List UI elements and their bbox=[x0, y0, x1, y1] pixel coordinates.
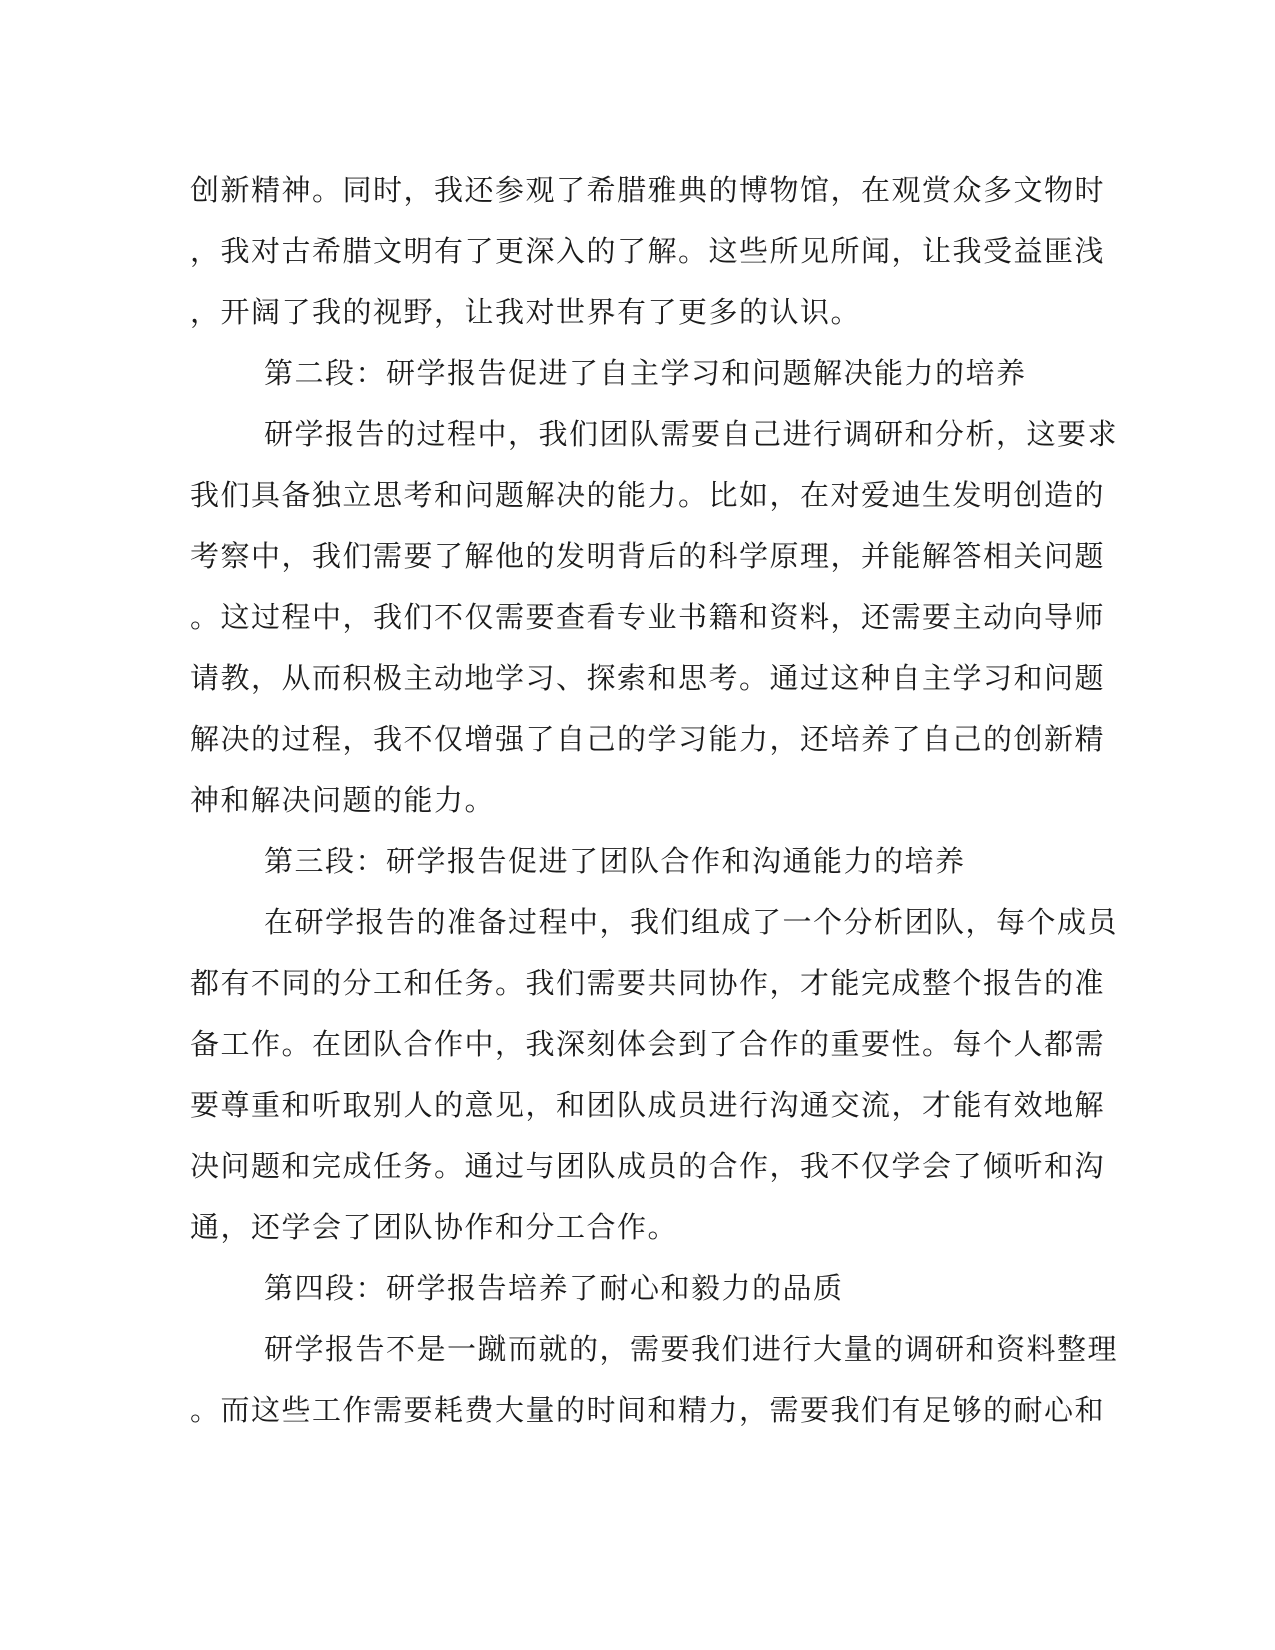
text-line: 备工作。在团队合作中，我深刻体会到了合作的重要性。每个人都需 bbox=[190, 1027, 1106, 1061]
text-line: 我们具备独立思考和问题解决的能力。比如，在对爱迪生发明创造的 bbox=[190, 478, 1106, 512]
text-line: ，开阔了我的视野，让我对世界有了更多的认识。 bbox=[190, 295, 862, 329]
text-line: 请教，从而积极主动地学习、探索和思考。通过这种自主学习和问题 bbox=[190, 661, 1106, 695]
section-heading: 第四段：研学报告培养了耐心和毅力的品质 bbox=[264, 1271, 844, 1305]
text-line: 决问题和完成任务。通过与团队成员的合作，我不仅学会了倾听和沟 bbox=[190, 1149, 1106, 1183]
text-line: 创新精神。同时，我还参观了希腊雅典的博物馆，在观赏众多文物时 bbox=[190, 173, 1106, 207]
text-line: 。而这些工作需要耗费大量的时间和精力，需要我们有足够的耐心和 bbox=[190, 1393, 1106, 1427]
document-body bbox=[190, 160, 1119, 1441]
text-line: 。这过程中，我们不仅需要查看专业书籍和资料，还需要主动向导师 bbox=[190, 600, 1106, 634]
text-line: 通，还学会了团队协作和分工合作。 bbox=[190, 1210, 679, 1244]
text-line: ，我对古希腊文明有了更深入的了解。这些所见所闻，让我受益匪浅 bbox=[190, 234, 1106, 268]
text-line: 解决的过程，我不仅增强了自己的学习能力，还培养了自己的创新精 bbox=[190, 722, 1106, 756]
text-line: 研学报告不是一蹴而就的，需要我们进行大量的调研和资料整理 bbox=[264, 1332, 1119, 1366]
text-line: 都有不同的分工和任务。我们需要共同协作，才能完成整个报告的准 bbox=[190, 966, 1106, 1000]
text-line: 考察中，我们需要了解他的发明背后的科学原理，并能解答相关问题 bbox=[190, 539, 1106, 573]
section-heading: 第二段：研学报告促进了自主学习和问题解决能力的培养 bbox=[264, 356, 1027, 390]
section-heading: 第三段：研学报告促进了团队合作和沟通能力的培养 bbox=[264, 844, 966, 878]
text-line: 在研学报告的准备过程中，我们组成了一个分析团队，每个成员 bbox=[264, 905, 1119, 939]
text-line: 要尊重和听取别人的意见，和团队成员进行沟通交流，才能有效地解 bbox=[190, 1088, 1106, 1122]
text-line: 研学报告的过程中，我们团队需要自己进行调研和分析，这要求 bbox=[264, 417, 1119, 451]
text-line: 神和解决问题的能力。 bbox=[190, 783, 496, 817]
